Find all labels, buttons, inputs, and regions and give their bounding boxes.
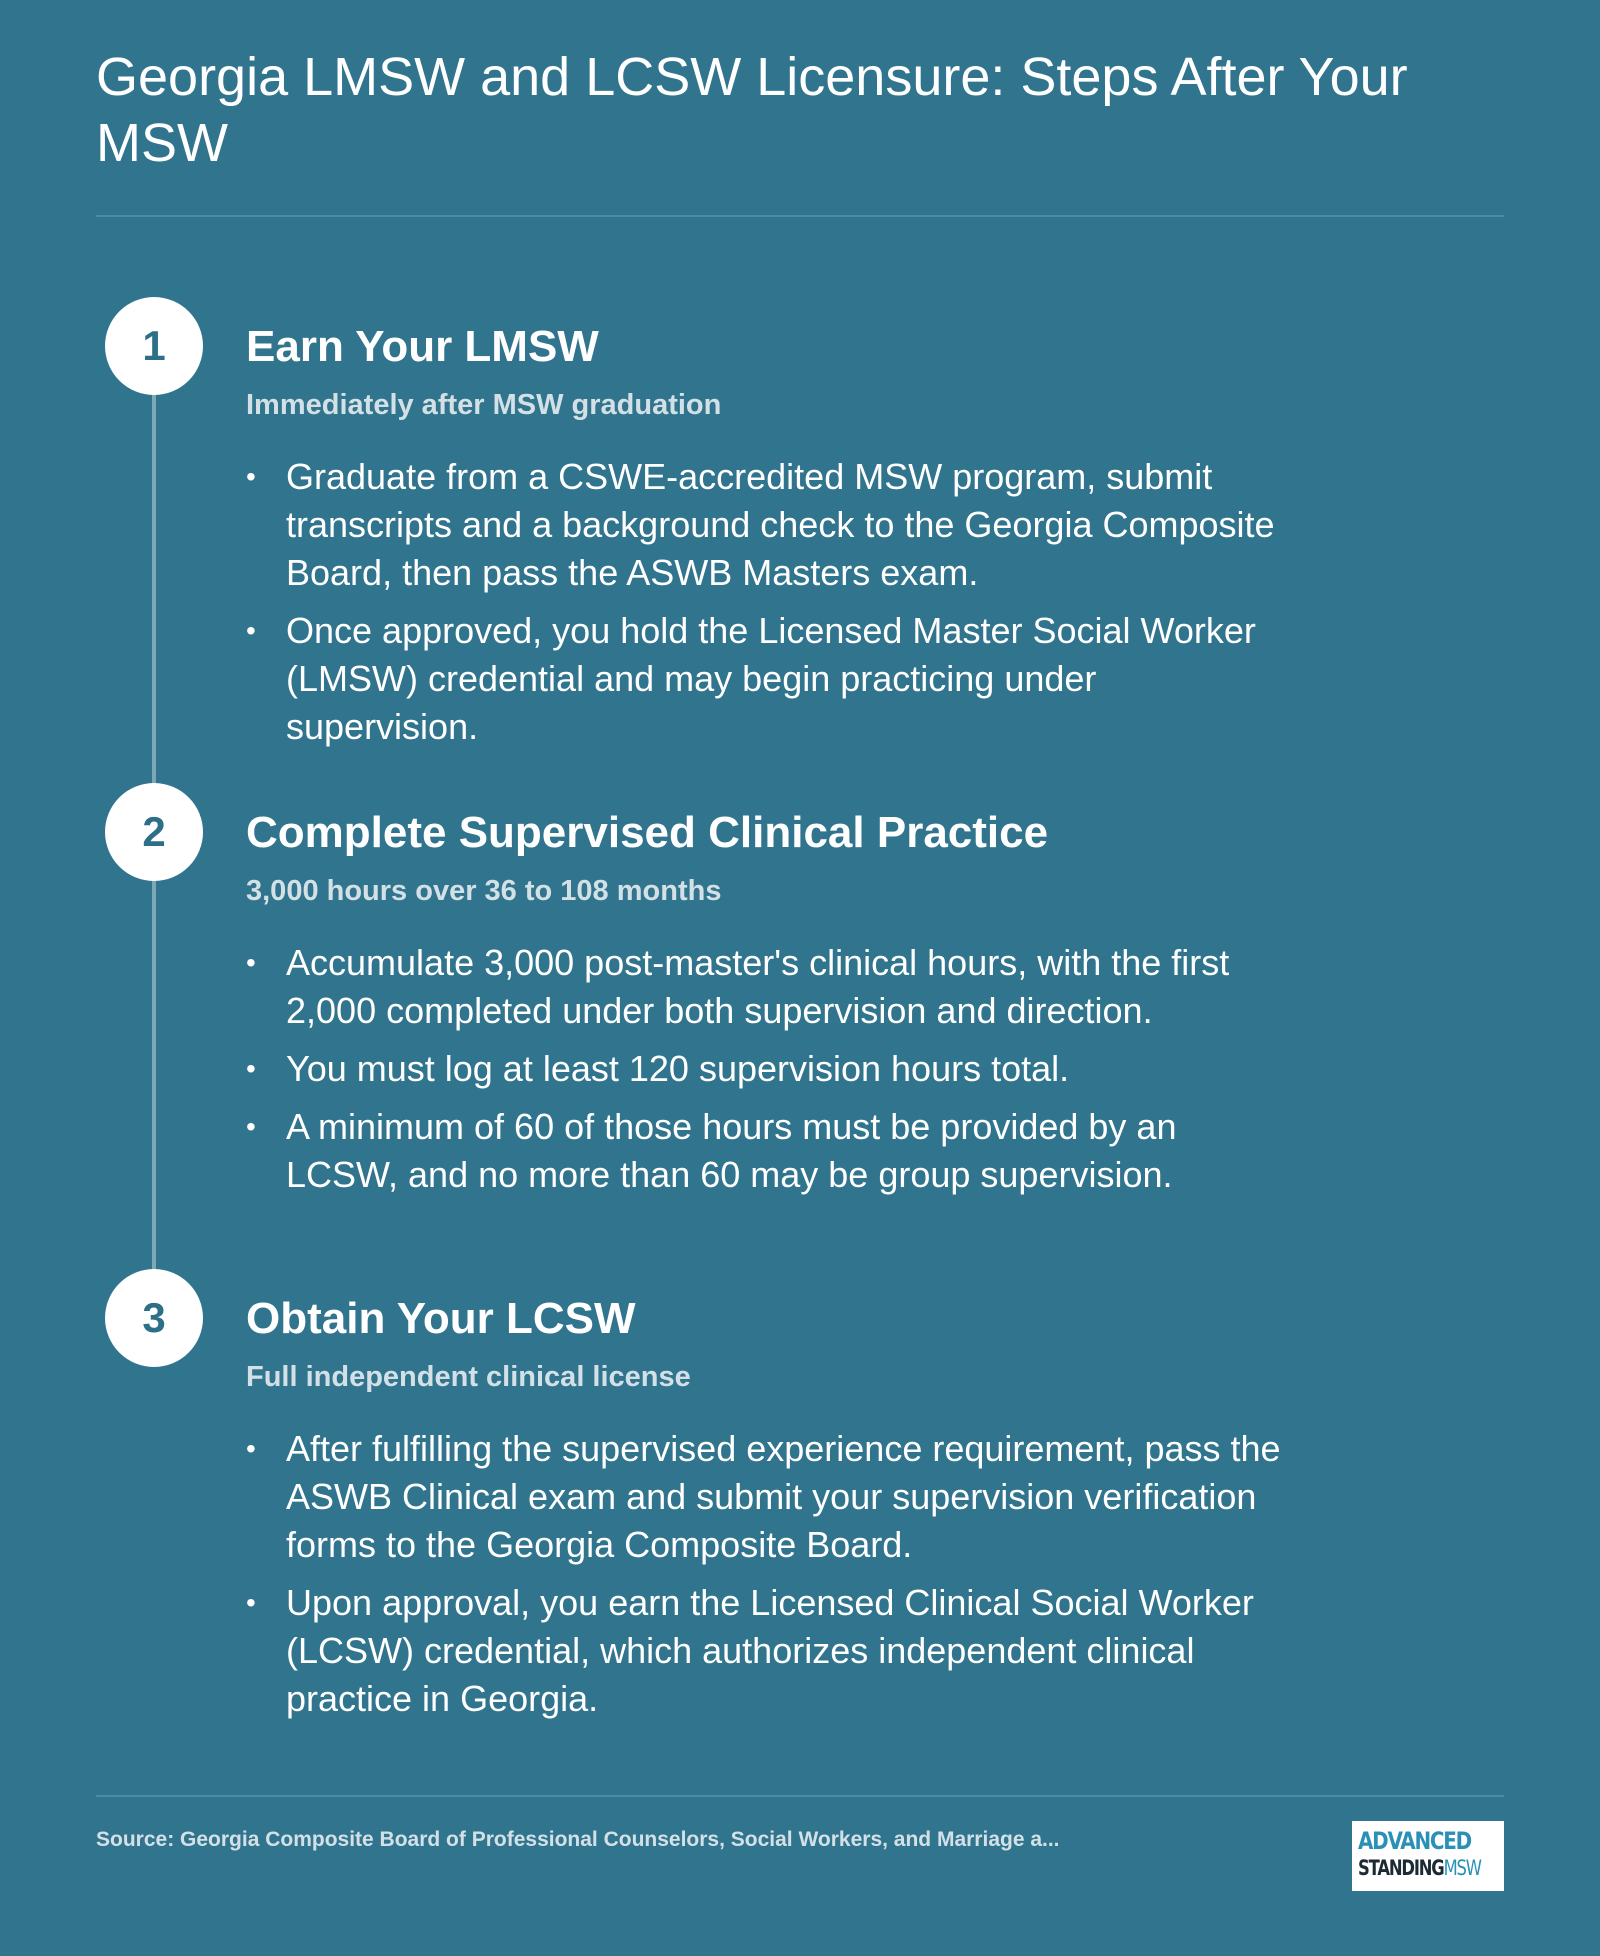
bullet-text: Graduate from a CSWE-accredited MSW program, submit transcripts and a background check to the Georgia Composite Board, then pass the ASWB Masters exam.	[286, 456, 1275, 593]
bullet-icon: •	[246, 1053, 256, 1084]
logo-bottom-text	[1358, 1855, 1481, 1881]
step-2-title: Complete Supervised Clinical Practice	[246, 808, 1049, 857]
step-1-title: Earn Your LMSW	[246, 322, 599, 371]
logo-top-text: ADVANCED	[1358, 1827, 1471, 1855]
page-title: Georgia LMSW and LCSW Licensure: Steps After Your MSW	[96, 47, 1408, 173]
bullet-text: A minimum of 60 of those hours must be provided by an LCSW, and no more than 60 may be group supervision.	[286, 1106, 1177, 1195]
step-2-bullet-list	[246, 939, 1286, 1199]
logo-msw-text: MSW	[1443, 1856, 1481, 1880]
footer-divider	[96, 1795, 1504, 1797]
step-2-number-badge: 2	[105, 783, 203, 881]
step-1-number-badge: 1	[105, 297, 203, 395]
step-3-number-badge: 3	[105, 1269, 203, 1367]
bullet-text: Accumulate 3,000 post-master's clinical hours, with the first 2,000 completed under both supervision and direction.	[286, 942, 1230, 1031]
bullet-text: Once approved, you hold the Licensed Master Social Worker (LMSW) credential and may begin practicing under supervision.	[286, 610, 1256, 747]
step-1	[246, 321, 1346, 761]
bullet-text: After fulfilling the supervised experience requirement, pass the ASWB Clinical exam and submit your supervision verification forms to the Georgia Composite Board.	[286, 1428, 1281, 1565]
bullet-icon: •	[246, 1111, 256, 1142]
step-1-bullet-list	[246, 453, 1286, 751]
bullet-text: Upon approval, you earn the Licensed Clinical Social Worker (LCSW) credential, which authorizes independent clinical practice in Georgia.	[286, 1582, 1254, 1719]
bullet-item	[246, 453, 1286, 597]
bullet-item	[246, 1103, 1286, 1199]
bullet-icon: •	[246, 1433, 256, 1464]
bullet-icon: •	[246, 947, 256, 978]
step-3	[246, 1293, 1346, 1733]
source-citation: Source: Georgia Composite Board of Professional Counselors, Social Workers, and Marriage a...	[96, 1828, 1060, 1851]
logo-standing-text: STANDING	[1358, 1856, 1444, 1880]
bullet-item	[246, 939, 1286, 1035]
bullet-text: You must log at least 120 supervision hours total.	[286, 1048, 1070, 1089]
bullet-icon: •	[246, 461, 256, 492]
step-1-subtitle: Immediately after MSW graduation	[246, 389, 722, 421]
bullet-item	[246, 1425, 1286, 1569]
step-2	[246, 807, 1346, 1209]
step-2-subtitle: 3,000 hours over 36 to 108 months	[246, 875, 722, 907]
step-3-subtitle: Full independent clinical license	[246, 1361, 691, 1393]
bullet-icon: •	[246, 615, 256, 646]
step-3-title: Obtain Your LCSW	[246, 1294, 636, 1343]
step-3-bullet-list	[246, 1425, 1286, 1723]
bullet-item	[246, 607, 1286, 751]
bullet-icon: •	[246, 1587, 256, 1618]
advanced-standing-msw-logo	[1352, 1821, 1504, 1891]
bullet-item	[246, 1579, 1286, 1723]
bullet-item	[246, 1045, 1286, 1093]
header-divider	[96, 215, 1504, 217]
